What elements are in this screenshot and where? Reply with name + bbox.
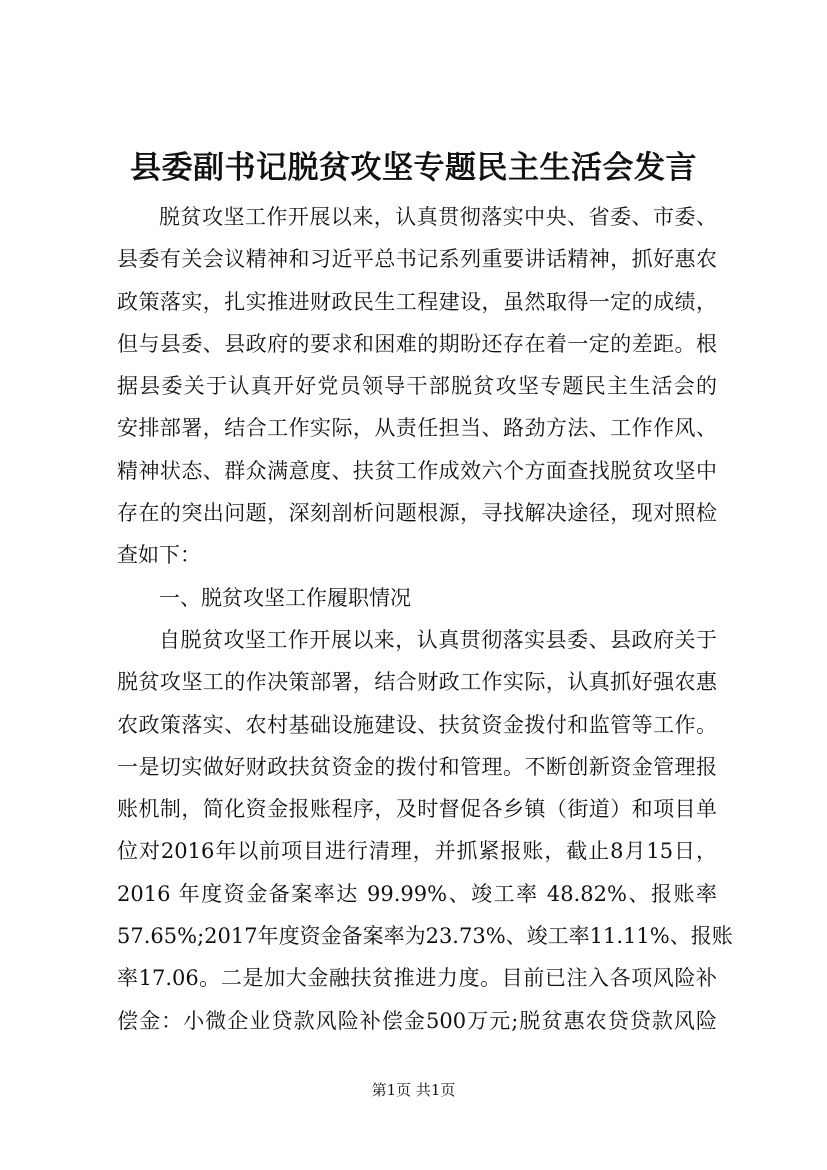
paragraph-1-line-5: 据县委关于认真开好党员领导干部脱贫攻坚专题民主生活会的 xyxy=(117,374,717,399)
paragraph-1-line-1: 脱贫攻坚工作开展以来，认真贯彻落实中央、省委、市委、 xyxy=(159,205,717,229)
paragraph-2-line-1: 自脱贫攻坚工作开展以来，认真贯彻落实县委、县政府关于 xyxy=(159,627,717,652)
paragraph-2-line-5: 账机制，简化资金报账程序，及时督促各乡镇（街道）和项目单 xyxy=(117,797,717,822)
paragraph-1-line-6: 安排部署，结合工作实际，从责任担当、路劲方法、工作作风、 xyxy=(117,416,717,441)
paragraph-1-line-3: 政策落实，扎实推进财政民生工程建设，虽然取得一定的成绩， xyxy=(117,289,717,314)
paragraph-1-line-2: 县委有关会议精神和习近平总书记系列重要讲话精神，抓好惠农 xyxy=(117,247,717,272)
page-number-footer: 第1页 共1页 xyxy=(371,1081,456,1099)
paragraph-2-line-7: 2016 年度资金备案率达 99.99%、竣工率 48.82%、报账率 xyxy=(117,881,717,906)
paragraph-1-line-7: 精神状态、群众满意度、扶贫工作成效六个方面查找脱贫攻坚中 xyxy=(117,458,717,483)
section-heading: 一、脱贫攻坚工作履职情况 xyxy=(159,585,411,610)
paragraph-2-line-2: 脱贫攻坚工的作决策部署，结合财政工作实际，认真抓好强农惠 xyxy=(117,670,717,695)
paragraph-2-line-9: 率17.06。二是加大金融扶贫推进力度。目前已注入各项风险补 xyxy=(117,966,717,991)
document-body xyxy=(117,196,733,1042)
paragraph-2-line-8: 57.65%;2017年度资金备案率为23.73%、竣工率11.11%、报账 xyxy=(117,924,733,949)
paragraph-2-line-4: 一是切实做好财政扶贫资金的拨付和管理。不断创新资金管理报 xyxy=(117,754,717,779)
paragraph-2-line-3: 农政策落实、农村基础设施建设、扶贫资金拨付和监管等工作。 xyxy=(117,712,717,737)
paragraph-2-line-6: 位对2016年以前项目进行清理，并抓紧报账，截止8月15日， xyxy=(117,839,717,864)
document-title: 县委副书记脱贫攻坚专题民主生活会发言 xyxy=(130,150,697,186)
paragraph-2-line-10: 偿金：小微企业贷款风险补偿金500万元;脱贫惠农贷贷款风险 xyxy=(117,1008,717,1033)
paragraph-1-line-9: 查如下： xyxy=(117,543,201,568)
paragraph-1-line-4: 但与县委、县政府的要求和困难的期盼还存在着一定的差距。根 xyxy=(117,331,717,356)
paragraph-1-line-8: 存在的突出问题，深刻剖析问题根源，寻找解决途径，现对照检 xyxy=(117,501,717,526)
